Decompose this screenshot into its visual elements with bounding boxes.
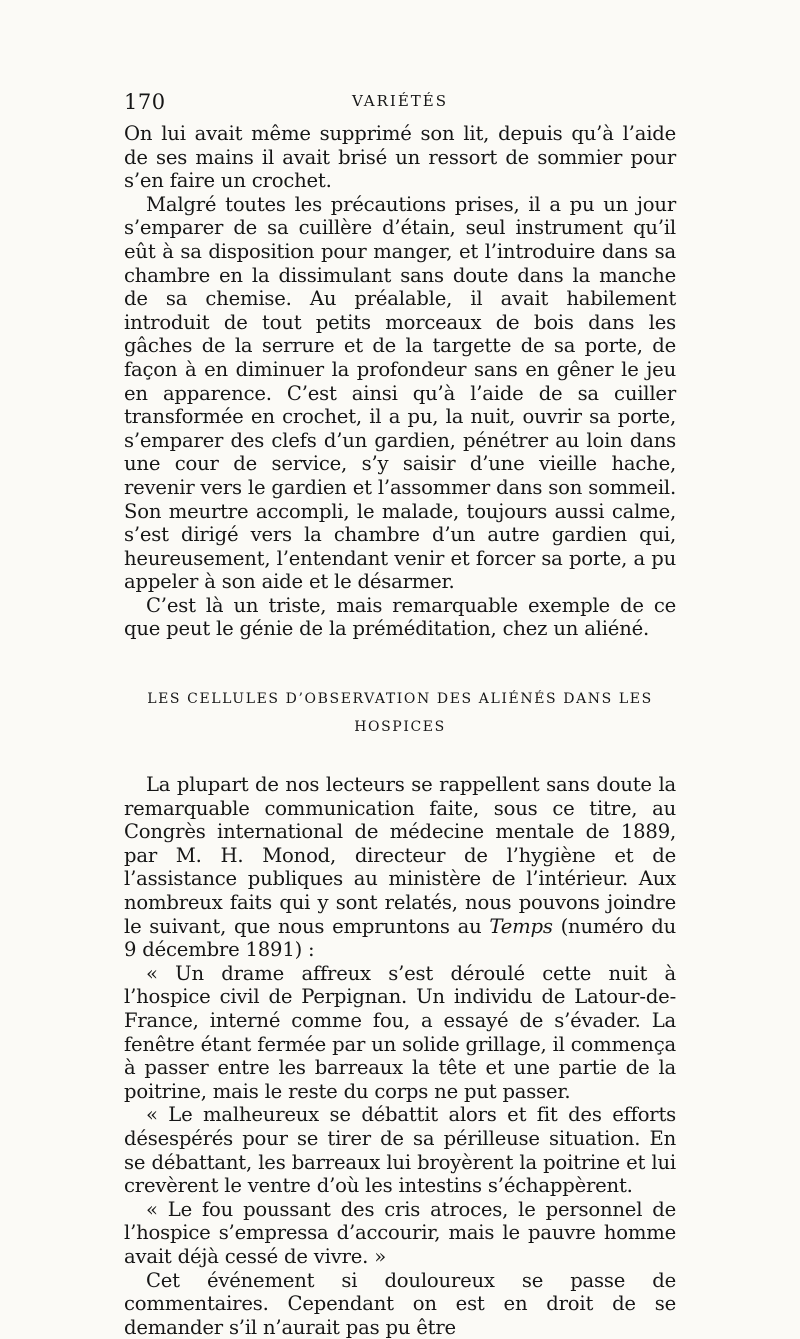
paragraph-text: (numéro du 9 décembre 1891) : (124, 914, 677, 962)
quoted-paragraph: « Le fou poussant des cris atroces, le personnel de l’hospice s’empressa d’accourir, mais le pauvre homme avait déjà cessé de vivre. » (124, 1197, 676, 1268)
paragraph: On lui avait même supprimé son lit, depuis qu’à l’aide de ses mains il avait brisé un ressort de sommier pour s’en faire un crochet. (124, 122, 676, 193)
running-title: VARIÉTÉS (351, 92, 449, 110)
paragraph: Cet événement si douloureux se passe de commentaires. Cependant on est en droit de se demander s’il n’aurait pas pu être (124, 1268, 676, 1339)
paragraph (124, 773, 676, 962)
page-number: 170 (124, 90, 166, 114)
newspaper-title: Temps (489, 914, 553, 938)
body-text (124, 122, 676, 1339)
section-title-line: HOSPICES (354, 719, 446, 736)
section-title (124, 685, 676, 741)
quoted-paragraph: « Un drame affreux s’est déroulé cette nuit à l’hospice civil de Perpignan. Un individu de Latour-de-France, interné comme fou, a essayé de s’évader. La fenêtre étant fermée par un solide grillage, il commença à passer entre les barreaux la tête et une partie de la poitrine, mais le reste du corps ne put passer. (124, 961, 676, 1103)
paragraph: C’est là un triste, mais remarquable exemple de ce que peut le génie de la préméditation, chez un aliéné. (124, 593, 676, 641)
quoted-paragraph: « Le malheureux se débattit alors et fit des efforts désespérés pour se tirer de sa périlleuse situation. En se débattant, les barreaux lui broyèrent la poitrine et lui crevèrent le ventre d’où les intestins s’échappèrent. (124, 1103, 676, 1198)
running-head (124, 90, 676, 122)
section-title-line: LES CELLULES D’OBSERVATION DES ALIÉNÉS DANS LES (147, 691, 653, 708)
paragraph: Malgré toutes les précautions prises, il a pu un jour s’emparer de sa cuillère d’étain, seul instrument qu’il eût à sa disposition pour manger, et l’introduire dans sa chambre en la dissimulant sans doute dans la manche de sa chemise. Au préalable, il avait habilement introduit de tout petits morceaux de bois dans les gâches de la serrure et de la targette de sa porte, de façon à en diminuer la profondeur sans en gêner le jeu en apparence. C’est ainsi qu’à l’aide de sa cuiller transformée en crochet, il a pu, la nuit, ouvrir sa porte, s’emparer des clefs d’un gardien, pénétrer au loin dans une cour de service, s’y saisir d’une vieille hache, revenir vers le gardien et l’assommer dans son sommeil. Son meurtre accompli, le malade, toujours aussi calme, s’est dirigé vers la chambre d’un autre gardien qui, heureusement, l’entendant venir et forcer sa porte, a pu appeler à son aide et le désarmer. (124, 192, 676, 594)
paragraph-text: La plupart de nos lecteurs se rappellent sans doute la remarquable communication faite, sous ce titre, au Congrès international de médecine mentale de 1889, par M. H. Monod, directeur de l’hygiène et de l’assistance publiques au ministère de l’intérieur. Aux nombreux faits qui y sont relatés, nous pouvons joindre le suivant, que nous empruntons au (124, 773, 676, 938)
